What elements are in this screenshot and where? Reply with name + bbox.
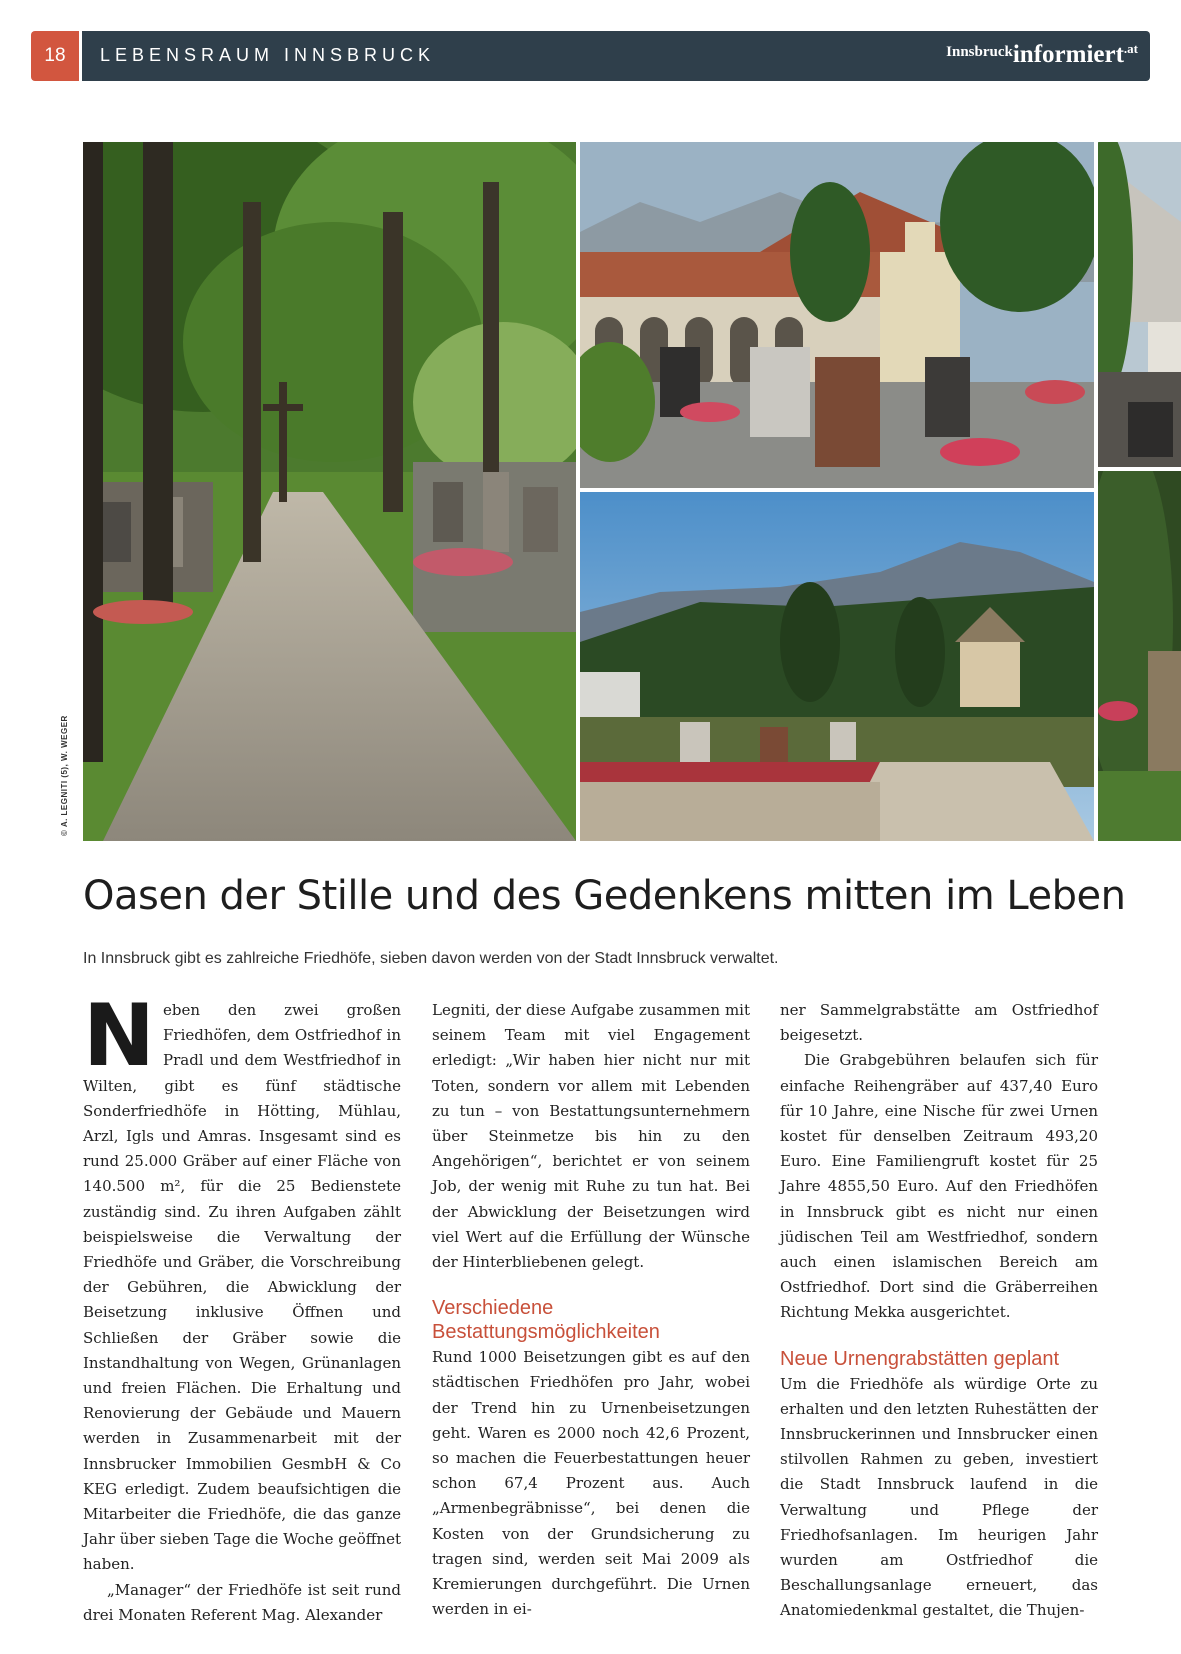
article-column-2 — [432, 998, 750, 1622]
brand-logo — [946, 41, 1138, 69]
paragraph: „Manager“ der Friedhöfe ist seit rund drei Monaten Referent Mag. Alexander — [83, 1580, 401, 1624]
subheading-urnengrab: Neue Urnengrabstätten geplant — [780, 1347, 1060, 1370]
drop-cap: N — [83, 986, 155, 1086]
paragraph: Legniti, der diese Aufgabe zusammen mit seinem Team mit viel Engagement erledigt: „Wir haben hier nicht nur mit Toten, sondern vor allem mit Lebenden zu tun – von Bestattungsunternehmern über Steinmetze bis hin zu den Angehörigen“, berichtet er von seinem Job, der wenig mit Ruhe zu tun hat. Bei der Abwicklung der Beisetzungen wird viel Wert auf die Erfüllung der Wünsche der Hinterbliebenen gelegt. — [432, 1001, 750, 1272]
header-bar — [82, 31, 1150, 81]
article-column-1 — [83, 986, 401, 1628]
paragraph-text: eben den zwei großen Friedhöfen, dem Ostfriedhof in Pradl und dem Westfriedhof in Wilten, gibt es fünf städtische Sonderfriedhöfe in Hötting, Mühlau, Arzl, Igls und Amras. Insgesamt sind es rund 25.000 Gräber auf einer Fläche von 140.500 m², für die 25 Bedienstete zuständig sind. Zu ihren Aufgaben zählt beispielsweise die Verwaltung der Friedhöfe und Gräber, die Vorschreibung der Gebühren, die Abwicklung der Beisetzung inklusive Öffnen und Schließen der Gräber sowie die Instandhaltung von Wegen, Grünanlagen und freien Flächen. Die Erhaltung und Renovierung der Gebäude und Mauern werden in Zusammenarbeit mit der Innsbrucker Immobilien GesmbH & Co KEG erledigt. Zudem beaufsichtigen die Mitarbeiter die Friedhöfe, die das ganze Jahr über sieben Tage die Woche geöffnet haben. — [83, 1001, 401, 1574]
paragraph — [83, 986, 401, 1578]
subheading-bestattung: Verschiedene Bestattungsmöglichkeiten — [432, 1297, 660, 1344]
article-column-3 — [780, 998, 1098, 1624]
paragraph: Um die Friedhöfe als würdige Orte zu erhalten und den letzten Ruhestätten der Innsbruckerinnen und Innsbrucker einen stilvollen Rahmen zu geben, investiert die Stadt Innsbruck laufend in die Verwaltung und Pflege der Friedhofsanlagen. Im heurigen Jahr wurden am Ostfriedhof die Beschallungsanlage erneuert, das Anatomiedenkmal gestaltet, die Thujen- — [780, 1374, 1098, 1620]
photo-cemetery-chapel — [580, 492, 1094, 841]
headline: Oasen der Stille und des Gedenkens mitten im Leben — [83, 873, 1126, 919]
brand-tld: .at — [1123, 41, 1138, 56]
section-title: LEBENSRAUM INNSBRUCK — [100, 45, 436, 65]
brand-small: Innsbruck — [946, 44, 1013, 60]
paragraph: Rund 1000 Beisetzungen gibt es auf den städtischen Friedhöfen pro Jahr, wobei der Trend hin zu Urnenbeisetzungen geht. Waren es 2000 noch 42,6 Prozent, so machen die Feuerbestattungen heuer schon 67,4 Prozent aus. Auch „Armenbegräbnisse“, bei denen die Kosten von der Grundsicherung zu tragen sind, werden seit Mai 2009 als Kremierungen durchgeführt. Die Urnen werden in ei- — [432, 1348, 750, 1619]
photo-cemetery-alley — [83, 142, 576, 841]
page-number: 18 — [31, 31, 79, 81]
paragraph: Die Grabgebühren belaufen sich für einfache Reihengräber auf 437,40 Euro für 10 Jahre, eine Nische für zwei Urnen kostet für denselben Zeitraum 493,20 Euro. Eine Familiengruft kostet für 25 Jahre 4855,50 Euro. Auf den Friedhöfen in Innsbruck gibt es nicht nur einen jüdischen Teil am Westfriedhof, sondern auch einen islamischen Bereich am Ostfriedhof. Dort sind die Gräberreihen Richtung Mekka ausgerichtet. — [780, 1051, 1098, 1322]
photo-credit: © A. LEGNITI (5), W. WEGER — [60, 715, 69, 836]
lead-text: In Innsbruck gibt es zahlreiche Friedhöfe, sieben davon werden von der Stadt Innsbruck verwaltet. — [83, 950, 779, 967]
photo-cemetery-arcade — [580, 142, 1094, 488]
brand-big: informiert — [1012, 41, 1124, 68]
paragraph: ner Sammelgrabstätte am Ostfriedhof beigesetzt. — [780, 1001, 1098, 1045]
photo-cemetery-mountains — [1098, 142, 1181, 467]
photo-cemetery-trees — [1098, 471, 1181, 841]
